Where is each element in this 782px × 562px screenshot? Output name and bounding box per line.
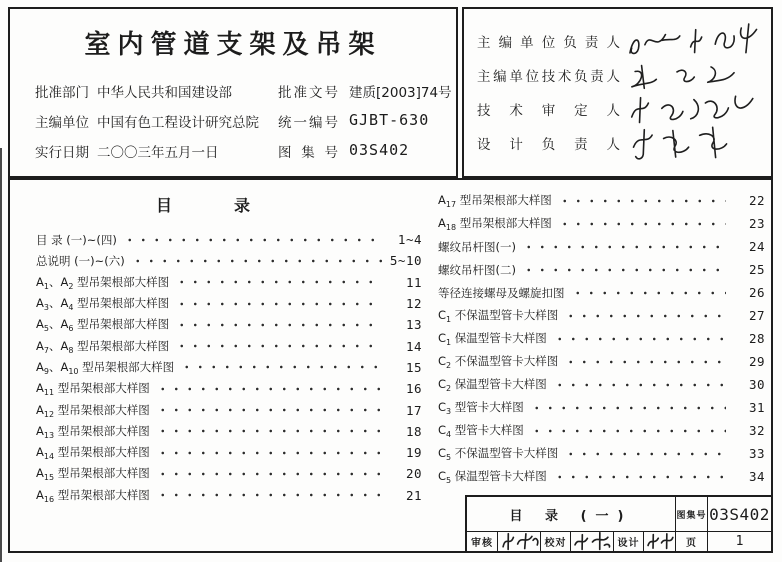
toc-entry-page: 16 — [405, 381, 422, 397]
info-row — [35, 107, 450, 137]
toc-entry-label: $A_{18}$ 型吊架根部大样图 — [438, 216, 552, 232]
info-value: GJBT-630 — [349, 111, 430, 129]
dot-leader — [156, 404, 383, 416]
toc-entry-label: $A_{14}$ 型吊架根部大样图 — [36, 445, 150, 462]
toc-entry-page: 34 — [748, 469, 765, 484]
info-row — [35, 137, 450, 167]
toc-entry — [36, 421, 422, 442]
toc-entry — [438, 419, 765, 442]
dot-leader — [156, 489, 383, 501]
toc-entry-page: 22 — [748, 193, 765, 208]
toc-entry-page: 1~4 — [397, 232, 422, 248]
toc-entry-page: 24 — [748, 239, 765, 254]
signature-row — [477, 126, 767, 160]
toc-entry-label: $A_{16}$ 型吊架根部大样图 — [36, 487, 150, 504]
toc-entry — [36, 378, 422, 399]
toc-entry-label: $A_{15}$ 型吊架根部大样图 — [36, 466, 150, 483]
toc-entry-page: 30 — [748, 377, 765, 392]
toc-entry — [36, 272, 422, 293]
toc-entry-page: 29 — [748, 354, 765, 369]
info-value: 中国有色工程设计研究总院 — [97, 115, 259, 131]
toc-entry-page: 14 — [405, 338, 422, 354]
signature-scribble — [498, 531, 540, 551]
dot-leader — [553, 471, 726, 483]
dot-leader — [571, 287, 727, 299]
toc-entry-label: $A_5$、$A_6$ 型吊架根部大样图 — [36, 317, 170, 334]
toc-body — [8, 178, 773, 553]
info-label: 实行日期 — [35, 145, 89, 161]
toc-entry — [438, 373, 765, 396]
page-number: 1 — [707, 531, 771, 551]
dot-leader — [564, 448, 726, 460]
toc-entry-label: 螺纹吊杆图(一) — [438, 239, 516, 254]
dot-leader — [530, 402, 726, 414]
toc-entry — [36, 442, 422, 463]
toc-entry-label: $A_{17}$ 型吊架根部大样图 — [438, 193, 552, 209]
signature-scribble — [643, 531, 675, 551]
toc-entry-label: 总说明 (一)~(六) — [36, 253, 125, 268]
dot-leader — [558, 195, 726, 207]
toc-entry — [36, 335, 422, 356]
info-label: 统一编号 — [278, 115, 338, 131]
reviewer-label: 审核 — [467, 531, 497, 551]
toc-entry — [438, 189, 765, 212]
dot-leader — [564, 356, 726, 368]
dot-leader — [156, 447, 383, 459]
toc-entry-label: $C_5$ 保温型管卡大样图 — [438, 469, 547, 485]
dot-leader — [123, 234, 383, 246]
toc-entry-page: 11 — [405, 274, 422, 290]
toc-entry-page: 13 — [405, 317, 422, 333]
toc-entry-label: $C_5$ 不保温型管卡大样图 — [438, 446, 559, 462]
toc-entry-label: 目 录 (一)~(四) — [36, 232, 117, 247]
toc-entry — [438, 350, 765, 373]
toc-entry-page: 17 — [405, 402, 422, 418]
info-label: 主编单位 — [35, 115, 89, 131]
toc-entry-page: 26 — [748, 285, 765, 300]
toc-entry — [36, 229, 422, 250]
dot-leader — [156, 425, 383, 437]
info-label: 图集号 — [278, 145, 338, 161]
toc-entry-label: $C_2$ 不保温型管卡大样图 — [438, 354, 559, 370]
toc-entry — [438, 396, 765, 419]
toc-entry-label: $A_3$、$A_4$ 型吊架根部大样图 — [36, 296, 170, 313]
toc-entry-page: 31 — [748, 400, 765, 415]
signature-role-label: 技术审定人 — [477, 103, 620, 119]
signature-row — [477, 58, 767, 92]
toc-entry — [36, 250, 422, 271]
toc-entry-page: 18 — [405, 423, 422, 439]
toc-entry — [438, 212, 765, 235]
header-title-block — [8, 7, 458, 178]
designer-signature — [643, 531, 675, 551]
document-title: 室内管道支架及吊架 — [84, 30, 382, 60]
info-label: 批准文号 — [278, 85, 338, 101]
toc-entry-label: $C_1$ 不保温型管卡大样图 — [438, 308, 559, 324]
signature-rows — [477, 24, 767, 160]
toc-entry — [36, 399, 422, 420]
page-label: 页 — [675, 531, 707, 551]
drawing-title-block — [465, 495, 773, 553]
dot-leader — [156, 383, 383, 395]
designer-label: 设计 — [613, 531, 643, 551]
toc-entry-label: 螺纹吊杆图(二) — [438, 262, 516, 277]
toc-entry-page: 5~10 — [389, 253, 422, 269]
toc-entry-label: $C_4$ 型管卡大样图 — [438, 423, 524, 439]
dot-leader — [131, 255, 383, 267]
signature-role-label: 设计负责人 — [477, 137, 620, 153]
toc-entry-label: $A_9$、$A_{10}$ 型吊架根部大样图 — [36, 359, 175, 376]
toc-column-right — [438, 189, 765, 488]
atlas-number-label: 图集号 — [675, 497, 707, 531]
info-value: 中华人民共和国建设部 — [97, 85, 232, 101]
dot-leader — [522, 241, 726, 253]
toc-entry-page: 12 — [405, 296, 422, 312]
proofreader-signature — [570, 531, 613, 551]
sheet-title: 目 录 (一) — [509, 508, 633, 524]
toc-entry-page: 21 — [405, 487, 422, 503]
toc-entry-page: 19 — [405, 445, 422, 461]
info-row — [35, 77, 450, 107]
toc-entry — [36, 314, 422, 335]
toc-column-left — [36, 229, 422, 506]
dot-leader — [175, 276, 383, 288]
toc-entry — [438, 327, 765, 350]
scan-binding-edge — [0, 148, 2, 562]
toc-entry — [438, 235, 765, 258]
info-value: 二〇〇三年五月一日 — [97, 145, 219, 161]
toc-entry-page: 25 — [748, 262, 765, 277]
signature-panel — [462, 7, 773, 178]
toc-entry-page: 23 — [748, 216, 765, 231]
toc-entry — [438, 442, 765, 465]
signature-role-label: 主编单位技术负责人 — [477, 69, 620, 85]
dot-leader — [558, 218, 726, 230]
toc-entry — [36, 357, 422, 378]
dot-leader — [175, 319, 383, 331]
info-label: 批准部门 — [35, 85, 89, 101]
toc-entry-page: 33 — [748, 446, 765, 461]
toc-entry-label: $C_3$ 型管卡大样图 — [438, 400, 524, 416]
signature-scribble — [571, 531, 613, 551]
toc-entry — [438, 281, 765, 304]
toc-entry-page: 15 — [405, 359, 422, 375]
approval-info — [35, 77, 450, 167]
signature-scribble — [621, 122, 774, 163]
toc-entry-page: 32 — [748, 423, 765, 438]
toc-entry-page: 27 — [748, 308, 765, 323]
dot-leader — [180, 361, 383, 373]
toc-entry-label: $A_{12}$ 型吊架根部大样图 — [36, 402, 150, 419]
dot-leader — [175, 298, 383, 310]
toc-entry — [438, 304, 765, 327]
dot-leader — [553, 379, 726, 391]
signature-role-label: 主编单位负责人 — [477, 35, 620, 51]
signature-row — [477, 92, 767, 126]
toc-entry-label: $A_7$、$A_8$ 型吊架根部大样图 — [36, 338, 170, 355]
atlas-number-value: 03S402 — [707, 497, 771, 531]
dot-leader — [564, 310, 726, 322]
dot-leader — [530, 425, 726, 437]
proofreader-label: 校对 — [540, 531, 570, 551]
dot-leader — [156, 468, 383, 480]
signature-row — [477, 24, 767, 58]
toc-entry — [438, 465, 765, 488]
toc-entry-page: 20 — [405, 466, 422, 482]
dot-leader — [175, 340, 383, 352]
toc-heading: 目录 — [156, 196, 313, 215]
info-value: 建质[2003]74号 — [349, 85, 452, 101]
toc-entry-label: $C_2$ 保温型管卡大样图 — [438, 377, 547, 393]
dot-leader — [522, 264, 726, 276]
dot-leader — [553, 333, 726, 345]
toc-entry-label: $A_{13}$ 型吊架根部大样图 — [36, 423, 150, 440]
toc-entry — [36, 485, 422, 506]
toc-entry-label: $C_1$ 保温型管卡大样图 — [438, 331, 547, 347]
toc-entry-label: $A_1$、$A_2$ 型吊架根部大样图 — [36, 274, 170, 291]
toc-entry-label: $A_{11}$ 型吊架根部大样图 — [36, 381, 150, 398]
toc-entry — [438, 258, 765, 281]
toc-entry-page: 28 — [748, 331, 765, 346]
info-value: 03S402 — [349, 141, 410, 159]
reviewer-signature — [497, 531, 540, 551]
toc-entry — [36, 463, 422, 484]
toc-entry — [36, 293, 422, 314]
toc-entry-label: 等径连接螺母及螺旋扣图 — [438, 285, 565, 300]
